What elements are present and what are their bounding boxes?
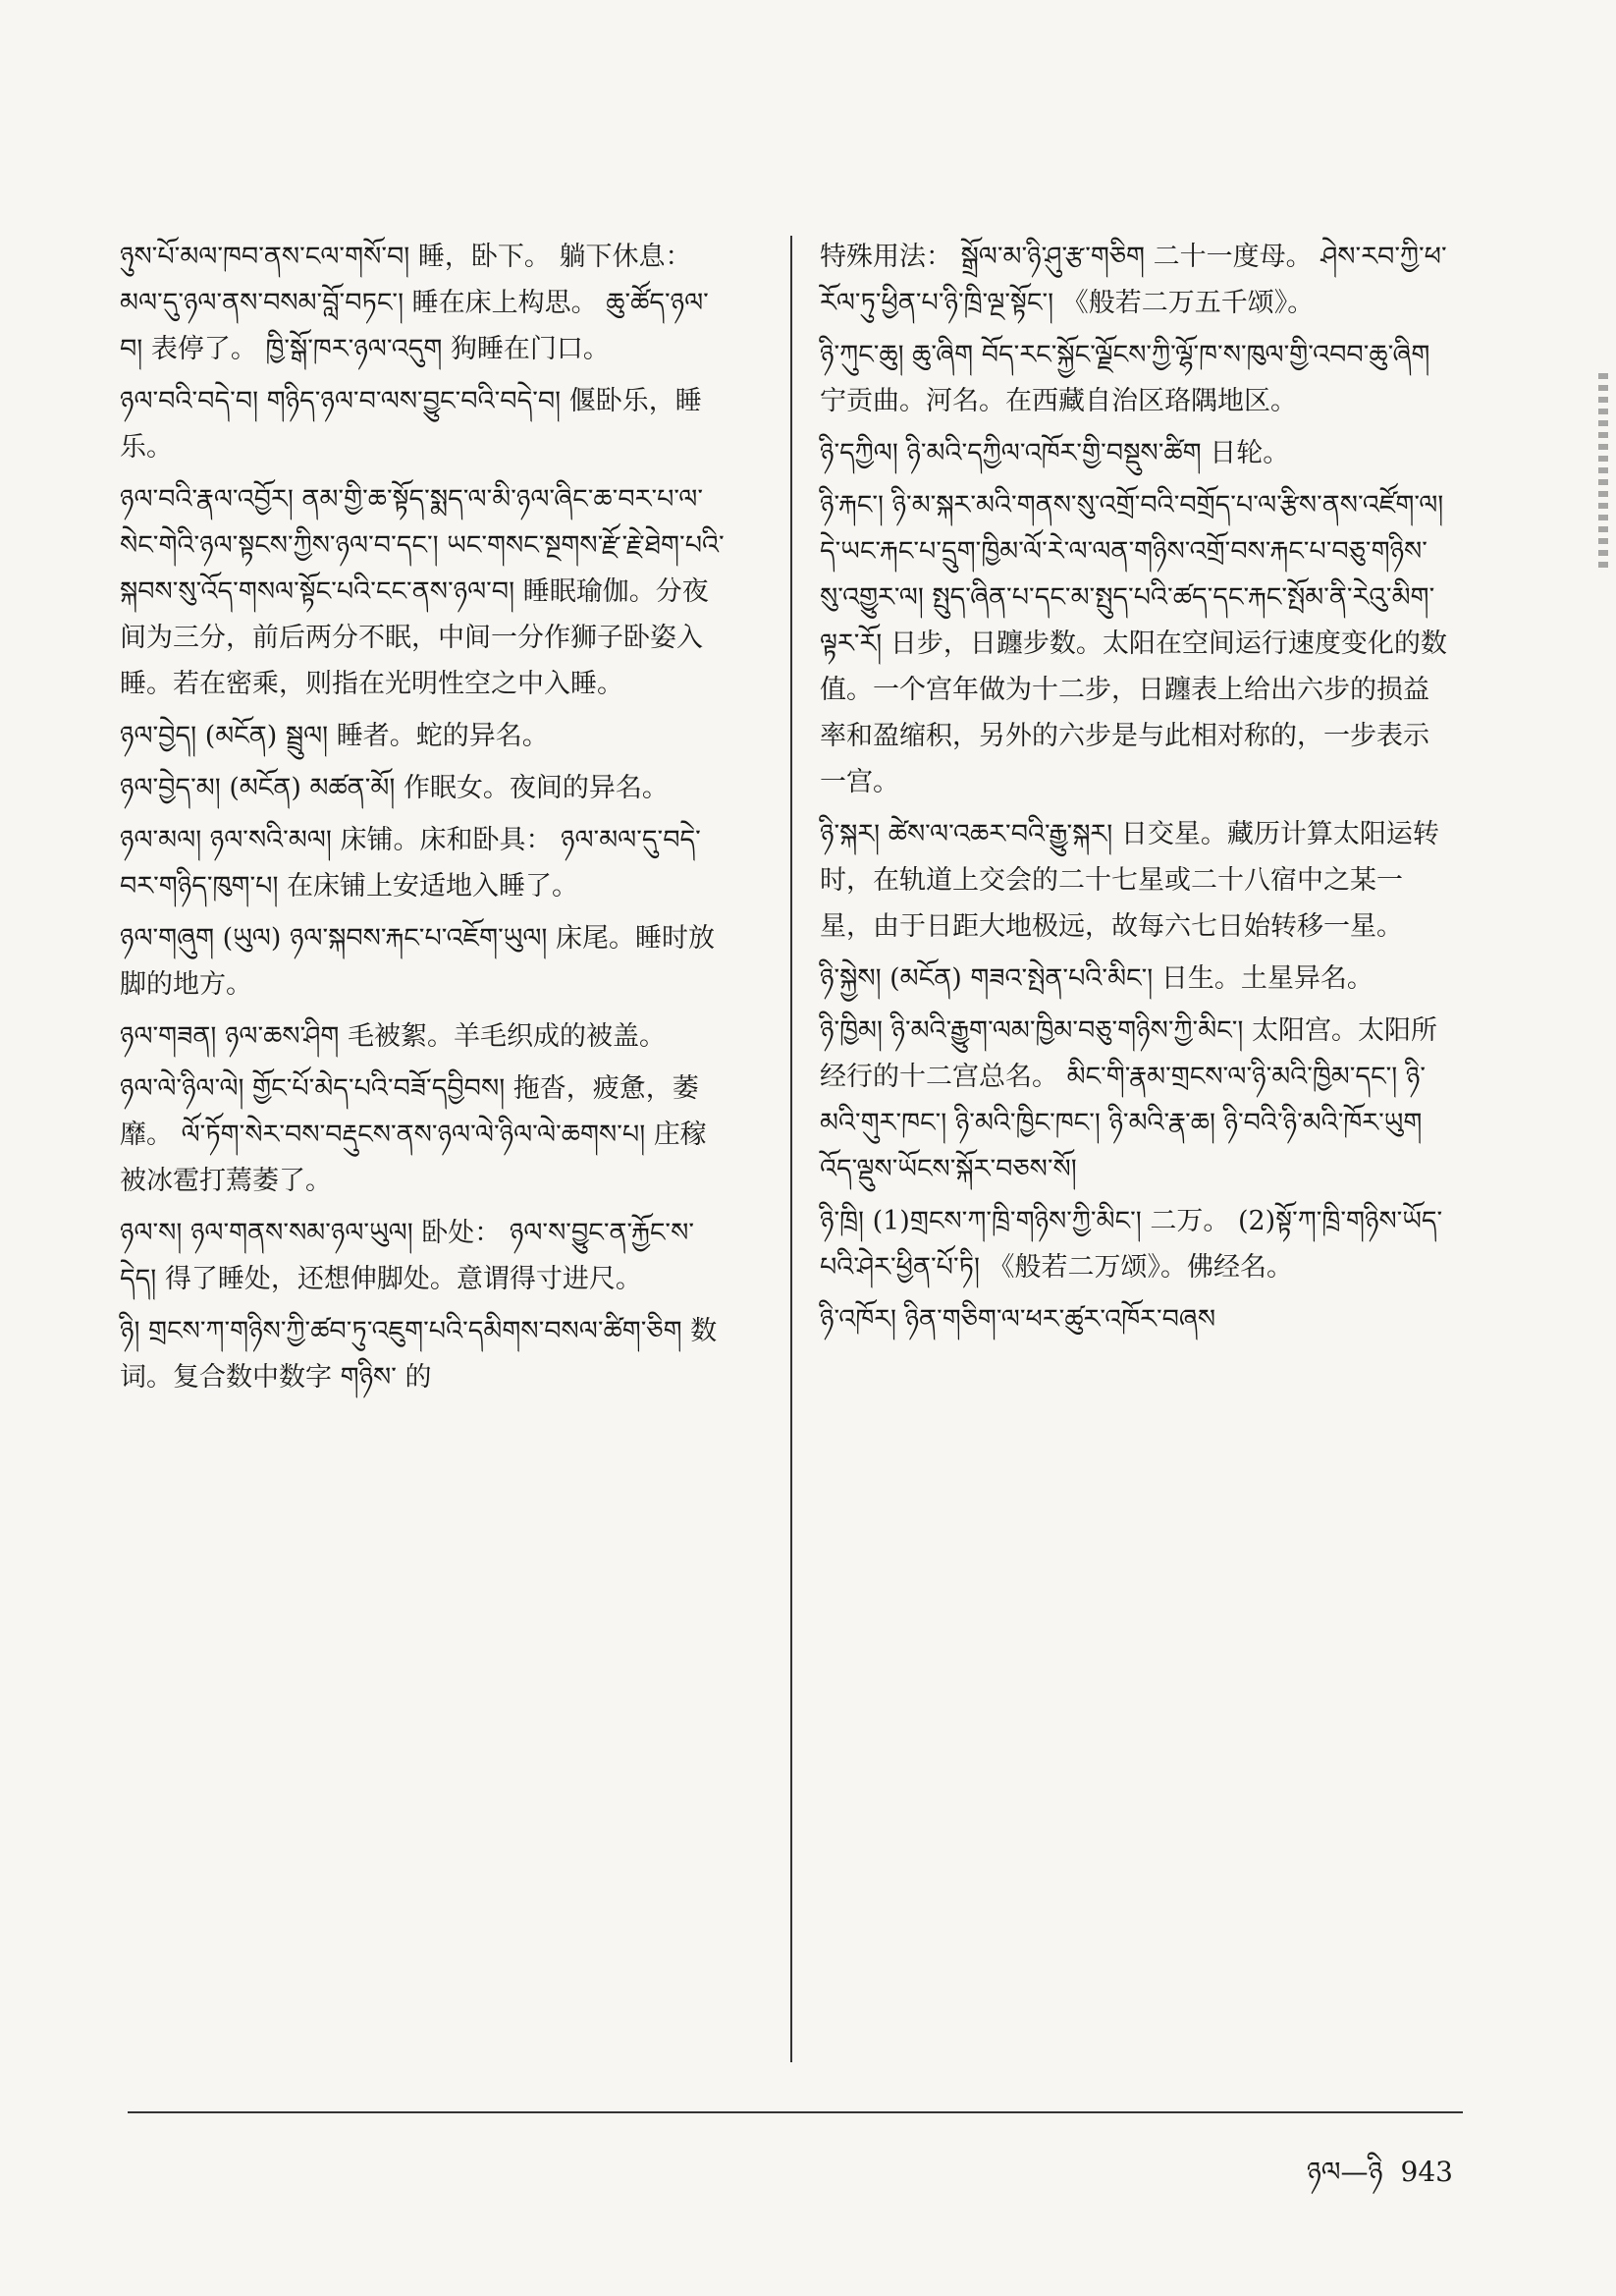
page-footer xyxy=(1198,2141,1453,2218)
entry-text: ཉི་སྐྱེས། (མངོན) གཟའ་སྤེན་པའི་མིང་། 日生。土星异名。 xyxy=(820,963,1374,994)
entry xyxy=(120,378,728,470)
entry-text: ཉལ་ལེ་ཉིལ་ལེ། གྱོང་པོ་མེད་པའི་བཟོ་དབྱིབས། 拖沓，疲惫，萎靡。 ལོ་ཏོག་སེར་བས་བརྡུངས་ནས་ཉལ་ལེ་ཉིལ་ལེ་ཆགས་པ། 庄稼被冰雹打蔫萎了。 xyxy=(120,1073,707,1196)
entry xyxy=(820,234,1448,326)
entry xyxy=(820,956,1448,1002)
entry-text: ཉལ་བའི་བདེ་བ། གཉིད་ཉལ་བ་ལས་བྱུང་བའི་བདེ་བ། 偃卧乐，睡乐。 xyxy=(120,386,702,463)
right-column xyxy=(820,234,1448,1348)
entry-text: ཉི་སྐར། ཚེས་ལ་འཆར་བའི་རྒྱུ་སྐར། 日交星。藏历计算太阳运转时，在轨道上交会的二十七星或二十八宿中之某一星，由于日距大地极远，故每六七日始转移一星。 xyxy=(820,819,1439,942)
entry-text: ཉི་ཁྲི། (1)གྲངས་ཀ་ཁྲི་གཉིས་ཀྱི་མིང་། 二万。 (2)སྟོ་ཀ་ཁྲི་གཉིས་ཡོད་པའི་ཤེར་ཕྱིན་པོ་ཏི། 《般若二万颂》。佛经名。 xyxy=(820,1206,1443,1283)
entry-text: ཉི་དཀྱིལ། ཉི་མའི་དཀྱིལ་འཁོར་གྱི་བསྡུས་ཚིག 日轮。 xyxy=(820,438,1290,468)
entry-text: ཉི་འཁོར། ཉིན་གཅིག་ལ་ཕར་ཚུར་འཁོར་བཞས xyxy=(820,1304,1216,1335)
entry xyxy=(820,1296,1448,1342)
scan-edge-mark xyxy=(1598,373,1608,570)
entry-text: ཉལ་གཞུག (ཡུལ) ཉལ་སྐབས་རྐང་པ་འཇོག་ཡུལ། 床尾。睡时放脚的地方。 xyxy=(120,923,716,1000)
entry xyxy=(120,915,728,1008)
entry-text: ཉི་ཁྱིམ། ཉི་མའི་རྒྱུག་ལམ་ཁྱིམ་བཅུ་གཉིས་ཀྱི་མིང་། 太阳宫。太阳所经行的十二宫总名。 མིང་གི་རྣམ་གྲངས་ལ་ཉི་མའི་ཁྱིམ་དང་། ཉི་མའི་གུར་ཁང་། ཉི་མའི་ཁྱིང་ཁང་། ཉི་མའི་རྣ་ཆ། ཉི་བའི་ཉི་མའི་ཁོར་ཡུག འོད་ལྡུས་ཡོངས་སྐོར་བཅས་སོ། xyxy=(820,1015,1437,1184)
entry xyxy=(120,234,728,372)
entry xyxy=(820,811,1448,950)
entry xyxy=(120,765,728,811)
entry xyxy=(120,1013,728,1060)
footer-range: ཉལ—ཉི xyxy=(1306,2156,1383,2188)
footer-rule xyxy=(128,2111,1463,2113)
entry-text: ཉལ་མལ། ཉལ་སའི་མལ། 床铺。床和卧具： ཉལ་མལ་དུ་བདེ་བར་གཉིད་ཁུག་པ། 在床铺上安适地入睡了。 xyxy=(120,825,701,902)
entry-text: ཉི། གྲངས་ཀ་གཉིས་ཀྱི་ཚབ་ཏུ་འཇུག་པའི་དམིགས་བསལ་ཚིག་ཅིག 数词。复合数中数字 གཉིས་ 的 xyxy=(120,1316,718,1393)
entry-text: ཉལ་བྱེད། (མངོན) སྦྲུལ། 睡者。蛇的异名。 xyxy=(120,721,549,751)
entry xyxy=(820,430,1448,476)
entry xyxy=(120,1308,728,1400)
page-number: 943 xyxy=(1400,2156,1453,2188)
entry-text: ཉལ་ས། ཉལ་གནས་སམ་ཉལ་ཡུལ། 卧处： ཉལ་ས་བྱུང་ན་རྐྱོང་ས་དེད། 得了睡处，还想伸脚处。意谓得寸进尺。 xyxy=(120,1218,694,1294)
entry-text: ཉལ་བྱེད་མ། (མངོན) མཚན་མོ། 作眠女。夜间的异名。 xyxy=(120,773,669,803)
left-column xyxy=(120,234,728,1406)
column-divider xyxy=(790,236,792,2062)
entry xyxy=(820,332,1448,424)
entry xyxy=(820,482,1448,805)
entry-text: ཉུས་པོ་མལ་ཁབ་ནས་ངལ་གསོ་བ། 睡，卧下。 躺下休息： མལ་དུ་ཉལ་ནས་བསམ་བློ་བཏང་། 睡在床上构思。 ཆུ་ཚོད་ཉལ་བ། 表停了。 ཁྱི་སྒོ་ཁར་ཉལ་འདུག 狗睡在门口。 xyxy=(120,242,709,364)
entry xyxy=(120,713,728,759)
entry xyxy=(120,817,728,909)
entry xyxy=(120,1210,728,1302)
entry-text: ཉལ་བའི་རྣལ་འབྱོར། ནམ་གྱི་ཆ་སྟོད་སྨད་ལ་མི་ཉལ་ཞིང་ཆ་བར་པ་ལ་སེང་གེའི་ཉལ་སྟངས་ཀྱིས་ཉལ་བ་དང་། ཡང་གསང་སྔགས་རྫོ་རྗེ་ཐེག་པའི་སྐབས་སུ་འོད་གསལ་སྟོང་པའི་ངང་ནས་ཉལ་བ། 睡眠瑜伽。分夜间为三分，前后两分不眠，中间一分作狮子卧姿入睡。若在密乘，则指在光明性空之中入睡。 xyxy=(120,484,725,699)
entry xyxy=(120,1066,728,1204)
entry xyxy=(820,1008,1448,1192)
entry xyxy=(820,1198,1448,1290)
entry-text: ཉི་རྐང་། ཉི་མ་སྐར་མའི་གནས་སུ་འགྲོ་བའི་བགྲོད་པ་ལ་རྩིས་ནས་འཛོག་ལ། དེ་ཡང་རྐང་པ་དྲུག་ཁྱིམ་ལོ་རེ་ལ་ལན་གཉིས་འགྲོ་བས་རྐང་པ་བཅུ་གཉིས་སུ་འགྱུར་ལ། སྤུད་ཞིན་པ་དང་མ་སྤུད་པའི་ཚད་དང་རྐང་སྤོམ་ནི་རེའུ་མིག་ལྟར་རོ། 日步，日躔步数。太阳在空间运行速度变化的数值。一个宫年做为十二步，日躔表上给出六步的损益率和盈缩积，另外的六步是与此相对称的，一步表示一宫。 xyxy=(820,490,1447,797)
entry-text: 特殊用法： སྒྲོལ་མ་ཉི་ཤུ་རྩ་གཅིག 二十一度母。 ཤེས་རབ་ཀྱི་ཕ་རོལ་ཏུ་ཕྱིན་པ་ཉི་ཁྲི་ལྔ་སྟོང་། 《般若二万五千颂》。 xyxy=(820,242,1447,318)
entry-text: ཉལ་གཟན། ཉལ་ཆས་ཤིག 毛被絮。羊毛织成的被盖。 xyxy=(120,1021,667,1052)
entry xyxy=(120,476,728,707)
entry-text: ཉི་ཀུང་ཆུ། ཆུ་ཞིག བོད་རང་སྐྱོང་ལྗོངས་ཀྱི་ལྷོ་ཁ་ས་ཁུལ་གྱི་འབབ་ཆུ་ཞིག 宁贡曲。河名。在西藏自治区珞隅地区。 xyxy=(820,340,1430,416)
